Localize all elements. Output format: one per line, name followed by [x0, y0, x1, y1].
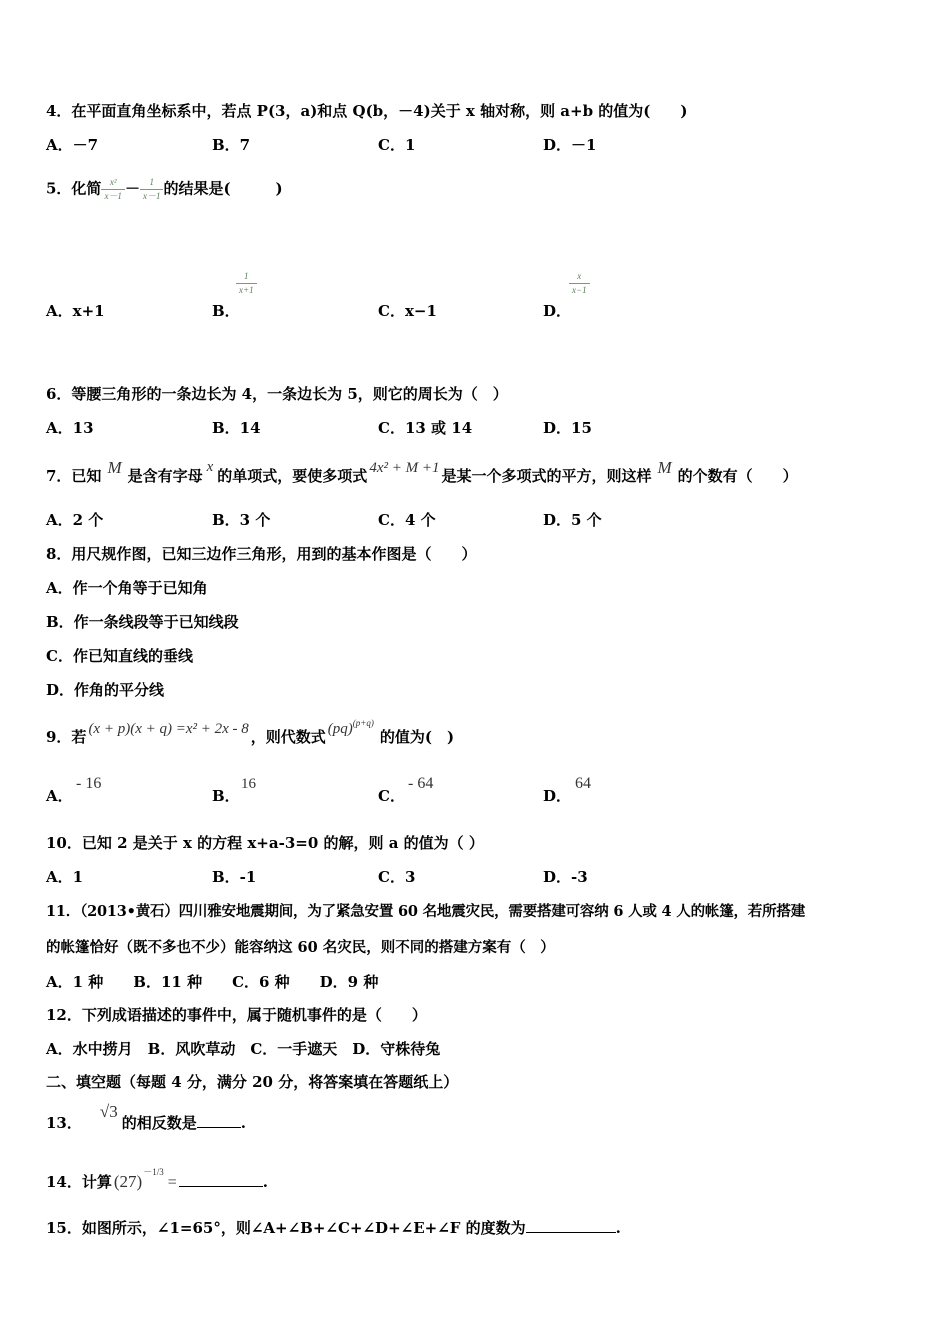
q14-end: .: [262, 1173, 268, 1191]
q10-option-c: C．3: [378, 868, 416, 886]
q12-options: A．水中捞月 B．风吹草动 C．一手遮天 D．守株待兔: [46, 1040, 441, 1058]
q9-option-a-label: A．: [46, 787, 73, 805]
q5-optd-den: x−1: [572, 285, 587, 295]
q5-stem: [46, 178, 283, 201]
q4-option-d: D．－1: [543, 136, 597, 154]
q5-option-b-label: B．: [212, 302, 240, 320]
q10-stem: 10．已知 2 是关于 x 的方程 x+a-3=0 的解，则 a 的值为（ ）: [46, 834, 484, 852]
q7-text-2: 是含有字母: [127, 467, 203, 485]
q5-fraction-2: [140, 178, 164, 201]
q14-stem: [46, 1167, 268, 1191]
q7-math-poly: 4x² + M +1: [369, 460, 440, 476]
q4-option-b: B．7: [212, 136, 251, 154]
q5-optb-den: x+1: [239, 285, 254, 295]
q9-option-c-value: - 64: [408, 775, 434, 792]
q5-frac2-num: 1: [149, 177, 154, 187]
q5-option-a: A．x+1: [46, 302, 105, 320]
q7-option-c: C．4 个: [378, 511, 436, 529]
q6-option-d: D．15: [543, 419, 592, 437]
q14-equals: =: [167, 1174, 177, 1191]
q9-math-equation: (x + p)(x + q) =x² + 2x - 8: [88, 721, 249, 737]
q13-answer-blank[interactable]: [197, 1113, 241, 1128]
q8-option-d: D．作角的平分线: [46, 681, 165, 699]
q8-option-b: B．作一条线段等于已知线段: [46, 613, 239, 631]
q14-math-base: (27): [113, 1172, 143, 1191]
q5-fraction-1: [101, 178, 125, 201]
q6-option-c: C．13 或 14: [378, 419, 473, 437]
q7-option-d: D．5 个: [543, 511, 602, 529]
q9-option-d-value: 64: [575, 775, 591, 792]
q7-text-3: 的单项式，要使多项式: [217, 467, 368, 485]
q6-stem: 6．等腰三角形的一条边长为 4，一条边长为 5，则它的周长为（ ）: [46, 385, 508, 403]
q5-suffix: 的结果是( ): [163, 179, 283, 198]
q9-option-d-label: D．: [543, 787, 572, 805]
q5-option-c: C．x−1: [378, 302, 437, 320]
q10-option-d: D．-3: [543, 868, 588, 886]
q9-option-c-label: C．: [378, 787, 405, 805]
q5-minus: －: [124, 179, 140, 198]
q13-math-sqrt3: √3: [99, 1102, 118, 1121]
q7-text-4: 是某一个多项式的平方，则这样: [441, 467, 652, 485]
q4-option-a: A．－7: [46, 136, 99, 154]
q5-option-d-label: D．: [543, 302, 572, 320]
q8-stem: 8．用尺规作图，已知三边作三角形，用到的基本作图是（ ）: [46, 545, 477, 563]
q5-frac2-den: x－1: [142, 191, 161, 201]
q11-options: A．1 种 B．11 种 C．6 种 D．9 种: [46, 973, 379, 991]
q6-option-b: B．14: [212, 419, 261, 437]
section-2-title: 二、填空题（每题 4 分，满分 20 分，将答案填在答题纸上）: [46, 1073, 459, 1091]
q9-text-3: 的值为( ): [379, 728, 455, 746]
q13-prefix: 13．: [46, 1114, 82, 1132]
q14-answer-blank[interactable]: [179, 1172, 263, 1187]
q11-stem-line-2: 的帐篷恰好（既不多也不少）能容纳这 60 名灾民，则不同的搭建方案有（ ）: [46, 939, 555, 956]
q9-text-1: 9．若: [46, 728, 87, 746]
q9-stem: [46, 718, 455, 746]
q7-text-1: 7．已知: [46, 467, 102, 485]
q8-option-a: A．作一个角等于已知角: [46, 579, 208, 597]
q4-option-c: C．1: [378, 136, 416, 154]
q5-frac1-den: x－1: [104, 191, 122, 201]
q4-stem: 4．在平面直角坐标系中，若点 P(3，a)和点 Q(b，－4)关于 x 轴对称，则 a+b 的值为( ): [46, 102, 688, 120]
q10-option-a: A．1: [46, 868, 84, 886]
q7-math-m2: M: [657, 458, 672, 477]
q5-prefix: 5．化简: [46, 179, 102, 198]
q5-optd-num: x: [577, 271, 582, 281]
q10-option-b: B．-1: [212, 868, 257, 886]
q9-text-2: ，则代数式: [250, 728, 326, 746]
q7-math-x: x: [206, 459, 214, 475]
q9-math-exponent: (p+q): [352, 718, 374, 728]
q6-option-a: A．13: [46, 419, 94, 437]
q15-end: .: [615, 1219, 621, 1237]
q13-end: .: [240, 1114, 246, 1132]
q12-stem: 12．下列成语描述的事件中，属于随机事件的是（ ）: [46, 1006, 427, 1024]
q7-stem: [46, 458, 798, 485]
q5-option-b-fraction: [236, 272, 257, 295]
q11-stem-line-1: 11．（2013•黄石）四川雅安地震期间，为了紧急安置 60 名地震灾民，需要搭建可容纳 6 人或 4 人的帐篷，若所搭建: [46, 903, 805, 920]
q13-suffix: 的相反数是: [121, 1114, 197, 1132]
q7-text-5: 的个数有（ ）: [677, 467, 798, 485]
q9-math-base: (pq): [327, 721, 353, 737]
q5-option-d-fraction: [569, 272, 590, 295]
q13-stem: [46, 1102, 246, 1132]
q15-stem: [46, 1218, 621, 1236]
q9-option-b-label: B．: [212, 787, 240, 805]
q7-option-a: A．2 个: [46, 511, 104, 529]
q14-math-exponent: －1/3: [143, 1167, 164, 1177]
q7-option-b: B．3 个: [212, 511, 271, 529]
q7-math-m: M: [107, 458, 122, 477]
q5-frac1-num: x²: [109, 177, 117, 187]
q9-option-b-value: 16: [241, 776, 256, 792]
q5-optb-num: 1: [244, 271, 249, 281]
q14-prefix: 14．计算: [46, 1173, 112, 1191]
q15-answer-blank[interactable]: [526, 1218, 616, 1233]
q15-text: 15．如图所示，∠1=65°，则∠A+∠B+∠C+∠D+∠E+∠F 的度数为: [46, 1219, 526, 1237]
q9-option-a-value: - 16: [76, 775, 102, 792]
q8-option-c: C．作已知直线的垂线: [46, 647, 193, 665]
